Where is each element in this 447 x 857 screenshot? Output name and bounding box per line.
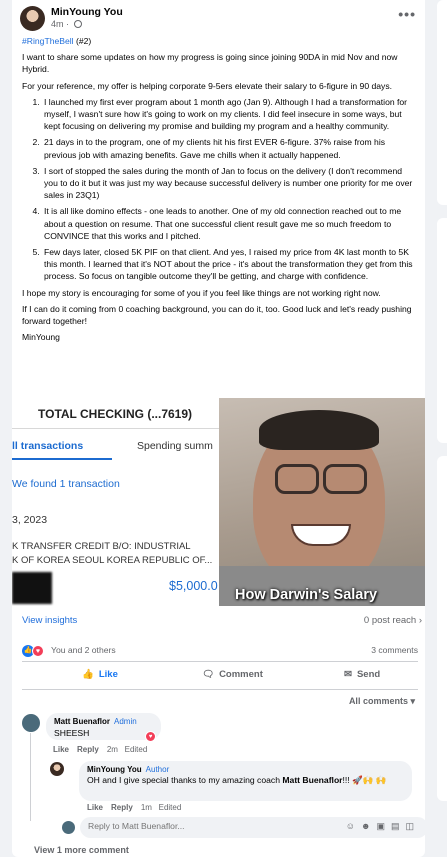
post-card	[12, 0, 425, 857]
composer-icons	[346, 821, 420, 832]
reply-input[interactable]	[88, 821, 328, 831]
bank-title: TOTAL CHECKING (...7619)	[38, 407, 193, 421]
glasses-left	[275, 464, 319, 494]
reply-text-before: OH and I give special thanks to my amazing coach	[87, 775, 283, 785]
commenter-name-row	[54, 717, 137, 726]
side-panel-card	[437, 456, 447, 801]
comment-button[interactable]	[202, 669, 263, 680]
author-avatar[interactable]	[20, 6, 45, 31]
author-name[interactable]: MinYoung You	[51, 6, 123, 18]
side-panel-card	[437, 0, 447, 205]
post-points-list	[22, 96, 418, 283]
reply-time[interactable]: 1m	[140, 803, 152, 812]
reaction-summary[interactable]: You and 2 others	[51, 645, 116, 655]
glasses-right	[323, 464, 367, 494]
comment-reply-button[interactable]: Reply	[77, 745, 99, 754]
reply-edited: Edited	[158, 803, 182, 812]
reply-text	[87, 775, 407, 786]
bank-desc-line1: K TRANSFER CREDIT B/O: INDUSTRIAL	[12, 541, 191, 552]
person-hair	[259, 410, 379, 450]
post-body	[22, 35, 418, 347]
post-meta: 4m ·	[51, 19, 82, 29]
comment-time[interactable]: 2m	[106, 745, 118, 754]
love-reaction-icon: ♥	[32, 645, 44, 657]
reply-author-avatar[interactable]	[50, 762, 64, 776]
action-bar	[22, 664, 418, 688]
comment-icon: 🗨	[202, 669, 215, 680]
sticker-icon[interactable]: ◫	[405, 821, 420, 831]
camera-icon[interactable]: ▣	[376, 821, 391, 831]
like-label: Like	[98, 669, 118, 680]
bank-screenshot-image[interactable]	[12, 398, 219, 606]
hashtag-suffix: (#2)	[73, 36, 92, 46]
sort-label: All comments	[348, 696, 408, 706]
post-reach-text: 0 post reach	[363, 615, 417, 626]
post-reach[interactable]	[364, 615, 422, 626]
post-reference: For your reference, my offer is helping corporate 9-5ers elevate their salary to 6-figure in 90 days.	[22, 80, 393, 91]
chevron-right-icon: ›	[418, 615, 422, 626]
chevron-down-icon: ▾	[410, 696, 415, 706]
comment-like-button[interactable]: Like	[53, 745, 70, 754]
reply-meta	[87, 803, 181, 812]
list-item: 5. Few days later, closed 5K PIF on that client. And yes, I raised my price from 4K last month to 5K this month. I learned that it's NOT about the price - it's about the transformation they get from this process. So focus on tangible outcome they'll be getting, and charge with confidence.	[42, 246, 418, 283]
like-reaction-icon: 👍	[22, 645, 34, 657]
list-item: 3. I sort of stopped the sales during the month of Jan to focus on the delivery (I don't recommend you to do it but it was just my way because successful delivery is number one priority for me over sales in 23Q1)	[42, 165, 418, 202]
send-button[interactable]	[344, 669, 380, 680]
current-user-avatar	[62, 821, 75, 834]
reply-reply-button[interactable]: Reply	[111, 803, 133, 812]
comment-text: SHEESH	[54, 728, 90, 738]
messenger-icon: ✉	[344, 669, 352, 680]
thread-line	[30, 733, 31, 821]
insights-row	[22, 613, 422, 631]
view-more-comments-link[interactable]: View 1 more comment	[34, 845, 129, 855]
send-label: Send	[356, 669, 381, 680]
list-item: 1. I launched my first ever program about 1 month ago (Jan 9). Although I had a transformation for myself, I wasn't sure how it's going to work on my clients. I did feel insecure in some ways, but kept focusing on delivering my promise and building my program and a healthy community.	[42, 96, 418, 133]
reply-bubble	[79, 761, 412, 801]
reply-author-name[interactable]: MinYoung You	[87, 765, 142, 774]
admin-badge: Admin	[114, 717, 137, 726]
reactions-row	[22, 643, 418, 659]
post-signature: MinYoung	[22, 332, 60, 343]
commenter-avatar[interactable]	[22, 714, 40, 732]
divider	[22, 689, 418, 690]
post-media[interactable]	[12, 398, 425, 606]
side-panel-card	[437, 218, 447, 443]
thumbs-up-icon: 👍	[82, 669, 94, 680]
reply-text-after: !!! 🚀🙌 🙌	[342, 775, 387, 785]
post-time[interactable]: 4m	[51, 19, 64, 29]
divider	[12, 428, 219, 429]
video-caption: How Darwin's Salary	[235, 587, 378, 603]
bank-amount: $5,000.0	[169, 579, 218, 593]
post-closing: If I can do it coming from 0 coaching background, you can do it, too. Good luck and let's ready pushing forward together!	[22, 303, 412, 327]
reply-composer[interactable]	[80, 817, 425, 838]
bank-desc-line2: K OF KOREA SEOUL KOREA REPUBLIC OF...	[12, 555, 213, 566]
post-hashtag-line	[22, 35, 418, 47]
comments-count[interactable]: 3 comments	[371, 645, 418, 655]
mention-link[interactable]: Matt Buenaflor	[282, 775, 343, 785]
post-intro: I want to share some updates on how my progress is going since joining 90DA in mid Nov and now Hybrid.	[22, 52, 398, 75]
divider	[22, 661, 418, 662]
reply-name-row	[87, 765, 169, 774]
emoji-icon[interactable]: ☻	[360, 821, 377, 831]
bank-tab-spending: Spending summ	[137, 440, 213, 452]
comment-bubble	[46, 713, 161, 740]
more-options-icon[interactable]: •••	[398, 6, 416, 22]
view-insights-link[interactable]: View insights	[22, 615, 78, 626]
bank-date: 3, 2023	[12, 514, 48, 526]
comments-sort-dropdown[interactable]	[349, 696, 415, 707]
gif-icon[interactable]: ▤	[390, 821, 406, 831]
author-badge: Author	[145, 765, 170, 774]
like-button[interactable]	[82, 669, 118, 680]
bank-tab-transactions: ll transactions	[12, 440, 84, 452]
commenter-name[interactable]: Matt Buenaflor	[54, 717, 110, 726]
bank-found-text: We found 1 transaction	[12, 478, 120, 490]
post-hope: I hope my story is encouraging for some of you if you feel like things are not working right now.	[22, 287, 381, 298]
globe-icon	[74, 20, 82, 28]
reply-like-button[interactable]: Like	[87, 803, 104, 812]
comment-label: Comment	[219, 669, 263, 680]
comment-edited: Edited	[124, 745, 148, 754]
avatar-sticker-icon[interactable]: ☺	[345, 821, 361, 831]
comment-meta	[53, 745, 147, 754]
post-header	[20, 6, 420, 32]
list-item: 4. It is all like domino effects - one leads to another. One of my old connection reached out to me about a question on resume. That one successful client result gave me so much freedom to CONVINCE that this works and I pitched.	[42, 205, 418, 242]
love-reaction-icon[interactable]: ♥	[145, 731, 156, 742]
video-thumbnail[interactable]	[219, 398, 425, 606]
list-item: 2. 21 days in to the program, one of my clients hit his first EVER 6-figure. 37% raise from his previous job with amazing benefits. Gave me chills when it actually happened.	[42, 136, 418, 160]
hashtag-link[interactable]: #RingTheBell	[22, 36, 74, 46]
tab-underline	[12, 458, 112, 460]
redaction-block	[12, 572, 52, 604]
